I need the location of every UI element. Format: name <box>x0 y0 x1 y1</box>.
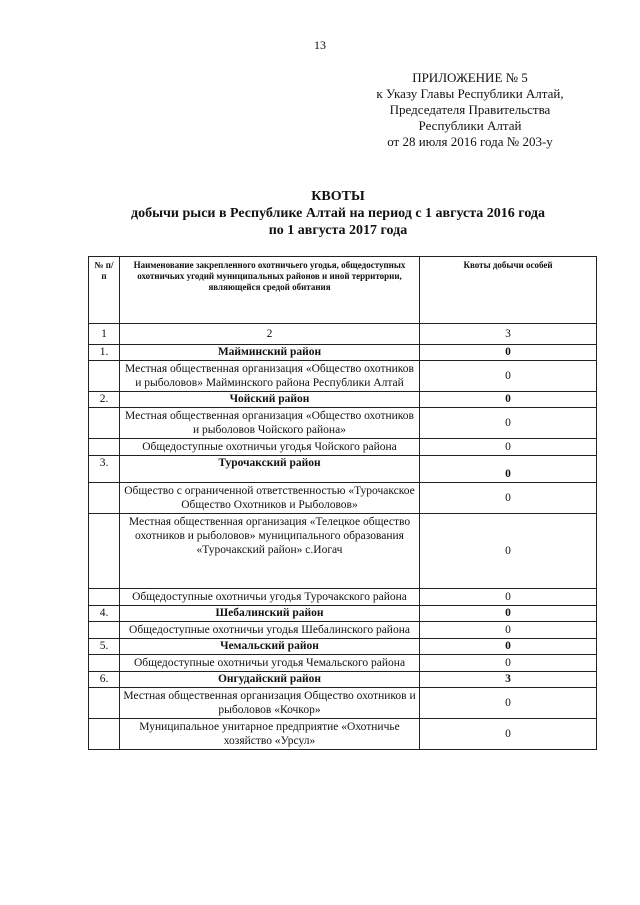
row-quota: 0 <box>420 514 597 589</box>
table-row-district <box>89 456 597 483</box>
row-quota: 0 <box>420 439 597 456</box>
row-num: 2. <box>89 392 120 408</box>
row-num <box>89 408 120 439</box>
row-num: 1. <box>89 345 120 361</box>
table-row <box>89 483 597 514</box>
heading-title: КВОТЫ <box>311 189 365 204</box>
row-name: Общество с ограниченной ответственностью «Турочакское Общество Охотников и Рыболовов» <box>120 483 420 514</box>
row-name: Общедоступные охотничьи угодья Турочакского района <box>120 589 420 606</box>
row-quota: 0 <box>420 345 597 361</box>
row-name: Общедоступные охотничьи угодья Чемальского района <box>120 655 420 672</box>
table-row <box>89 439 597 456</box>
row-quota: 0 <box>420 408 597 439</box>
row-quota: 0 <box>420 589 597 606</box>
row-name: Общедоступные охотничьи угодья Шебалинского района <box>120 622 420 639</box>
table-row <box>89 622 597 639</box>
row-num: 5. <box>89 639 120 655</box>
heading-line: по 1 августа 2017 года <box>268 223 408 238</box>
row-num <box>89 589 120 606</box>
heading-line: добычи рыси в Республике Алтай на период с 1 августа 2016 года <box>131 206 545 221</box>
row-name: Шебалинский район <box>120 606 420 622</box>
appendix-block <box>350 70 590 150</box>
row-name: Чемальский район <box>120 639 420 655</box>
row-name: Чойский район <box>120 392 420 408</box>
row-name: Местная общественная организация «Общество охотников и рыболовов» Майминского района Республики Алтай <box>120 361 420 392</box>
row-name: Турочакский район <box>120 456 420 483</box>
row-name: Муниципальное унитарное предприятие «Охотничье хозяйство «Урсул» <box>120 719 420 750</box>
row-num <box>89 622 120 639</box>
row-quota: 3 <box>420 672 597 688</box>
table-row <box>89 655 597 672</box>
column-number: 1 <box>89 324 120 345</box>
row-quota: 0 <box>420 361 597 392</box>
column-number: 3 <box>420 324 597 345</box>
row-num: 3. <box>89 456 120 483</box>
appendix-line: от 28 июля 2016 года № 203-у <box>387 134 553 149</box>
header-num: № п/п <box>89 257 120 324</box>
row-name: Местная общественная организация «Телецкое общество охотников и рыболовов» муниципального образования «Турочакский район» с.Иогач <box>120 514 420 589</box>
row-quota: 0 <box>420 719 597 750</box>
page-number: 13 <box>314 38 326 52</box>
table-row-district <box>89 639 597 655</box>
row-quota: 0 <box>420 639 597 655</box>
quota-table <box>88 256 597 750</box>
appendix-line: Председателя Правительства <box>389 102 551 117</box>
row-name: Местная общественная организация Общество охотников и рыболовов «Кочкор» <box>120 688 420 719</box>
row-quota: 0 <box>420 483 597 514</box>
row-quota: 0 <box>420 456 597 483</box>
row-num: 6. <box>89 672 120 688</box>
row-num <box>89 655 120 672</box>
header-name: Наименование закрепленного охотничьего угодья, общедоступных охотничьих угодий муниципальных районов и иной территории, являющейся средой обитания <box>120 257 420 324</box>
table-row-district <box>89 606 597 622</box>
document-heading <box>88 188 588 239</box>
table-row <box>89 719 597 750</box>
row-quota: 0 <box>420 688 597 719</box>
table-row-district <box>89 672 597 688</box>
row-quota: 0 <box>420 622 597 639</box>
header-quota: Квоты добычи особей <box>420 257 597 324</box>
row-name: Общедоступные охотничьи угодья Чойского района <box>120 439 420 456</box>
appendix-title: ПРИЛОЖЕНИЕ № 5 <box>412 70 528 85</box>
row-name: Майминский район <box>120 345 420 361</box>
row-num <box>89 483 120 514</box>
row-num <box>89 514 120 589</box>
column-number: 2 <box>120 324 420 345</box>
row-quota: 0 <box>420 606 597 622</box>
table-row <box>89 514 597 589</box>
table-row-district <box>89 345 597 361</box>
row-num <box>89 361 120 392</box>
table-row-district <box>89 392 597 408</box>
row-quota: 0 <box>420 655 597 672</box>
table-row <box>89 361 597 392</box>
row-name: Местная общественная организация «Общество охотников и рыболовов Чойского района» <box>120 408 420 439</box>
table-row <box>89 589 597 606</box>
row-num <box>89 688 120 719</box>
row-num <box>89 439 120 456</box>
table-row <box>89 688 597 719</box>
table-row <box>89 408 597 439</box>
column-number-row <box>89 324 597 345</box>
row-name: Онгудайский район <box>120 672 420 688</box>
appendix-line: к Указу Главы Республики Алтай, <box>376 86 564 101</box>
row-num: 4. <box>89 606 120 622</box>
row-quota: 0 <box>420 392 597 408</box>
row-num <box>89 719 120 750</box>
table-header-row <box>89 257 597 324</box>
appendix-line: Республики Алтай <box>418 118 522 133</box>
